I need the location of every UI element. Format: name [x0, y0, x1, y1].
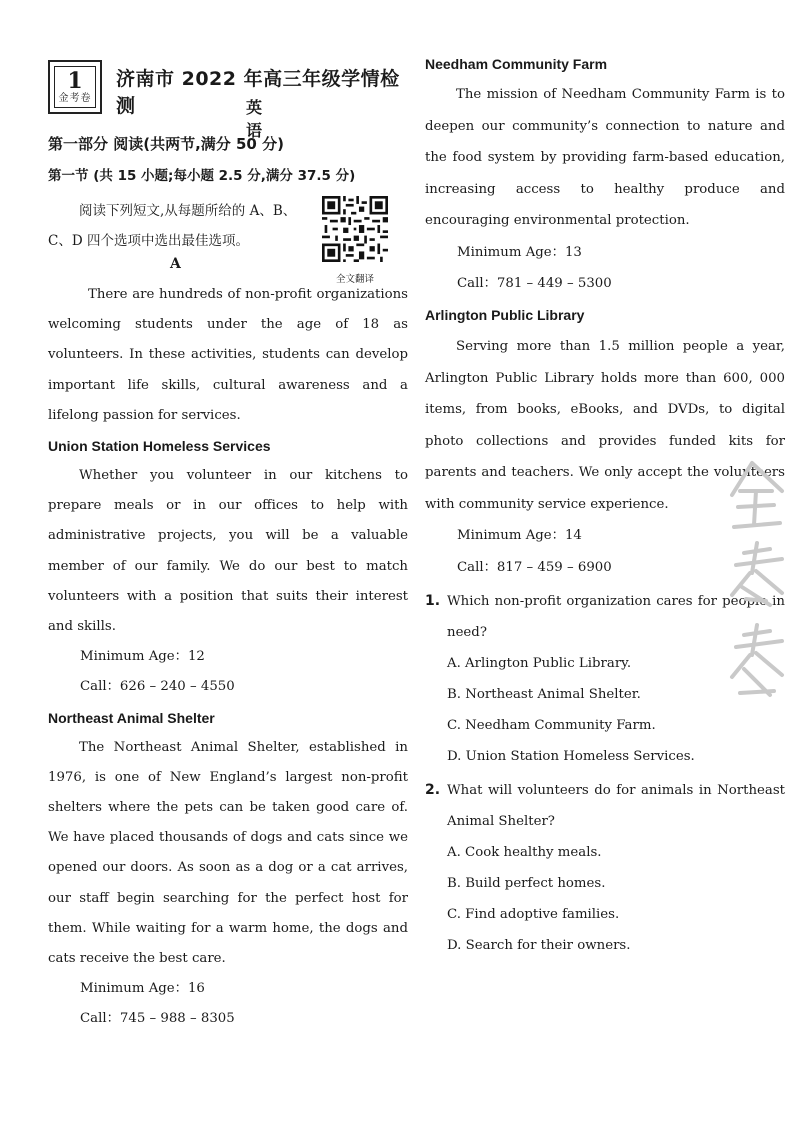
question — [425, 775, 785, 961]
part-heading: 第一部分 阅读(共两节,满分 50 分) — [48, 135, 284, 153]
org-name: Northeast Animal Shelter — [48, 709, 215, 726]
org-name: Arlington Public Library — [425, 306, 585, 323]
exam-title: 济南市 2022 年高三年级学情检测 — [116, 68, 400, 117]
answer-option[interactable]: C. Find adoptive families. — [447, 907, 620, 922]
question-text: Which non-profit organization cares for people in need? — [447, 594, 785, 640]
question-number: 1. — [425, 593, 441, 609]
answer-option[interactable]: C. Needham Community Farm. — [447, 718, 656, 733]
question-text: What will volunteers do for animals in Northeast Animal Shelter? — [447, 783, 785, 829]
org-body: The Northeast Animal Shelter, established in 1976, is one of New England’s largest non-profit shelters where the pets can be taken good care of. We have placed thousands of dogs and cats since we opened our doors. As soon as a dog or a cat arrives, our staff begin searching for the perfect host for them. While waiting for a warm home, the dogs and cats receive the best care. — [48, 739, 408, 967]
answer-option[interactable]: B. Build perfect homes. — [447, 876, 606, 891]
org-min-age: Minimum Age：12 — [80, 649, 205, 665]
intro-paragraph: There are hundreds of non-profit organizations welcoming students under the age of 18 as volunteers. In these activities, students can develop important life skills, cultural awareness and a lifelong passion for services. — [48, 287, 408, 423]
exam-subject: 英 语 — [245, 98, 270, 140]
instruction-text: 阅读下列短文,从每题所给的 A、B、C、D 四个选项中选出最佳选项。 — [48, 203, 297, 249]
org-section — [48, 431, 408, 703]
org-body: The mission of Needham Community Farm is to deepen our community’s connection to nature and the food system by providing farm-based education, increasing access to healthy produce and encouraging environmental protection. — [425, 87, 785, 228]
org-min-age: Minimum Age：16 — [80, 981, 205, 997]
answer-option[interactable]: B. Northeast Animal Shelter. — [447, 687, 641, 702]
org-name: Union Station Homeless Services — [48, 438, 271, 454]
question-number: 2. — [425, 782, 441, 798]
org-call: Call：745 – 988 – 8305 — [80, 1011, 235, 1027]
passage-letter: A — [170, 256, 181, 272]
left-column-orgs — [48, 431, 408, 1035]
org-call: Call：817 – 459 – 6900 — [457, 559, 612, 575]
org-section — [48, 703, 408, 1035]
qr-code-icon[interactable] — [322, 196, 388, 262]
exam-badge — [48, 60, 102, 114]
qr-caption: 全文翻译 — [335, 274, 374, 285]
section-heading: 第一节 (共 15 小题;每小题 2.5 分,满分 37.5 分) — [48, 168, 356, 184]
answer-option[interactable]: A. Cook healthy meals. — [447, 845, 602, 860]
org-body: Whether you volunteer in our kitchens to prepare meals or in our offices to help with administrative projects, you will be a valuable member of our family. We do our best to match volunteers with a position that suits their interest and skills. — [48, 468, 408, 635]
answer-option[interactable]: D. Union Station Homeless Services. — [447, 749, 695, 764]
watermark-logo — [722, 455, 790, 715]
org-min-age: Minimum Age：14 — [457, 528, 582, 543]
answer-option[interactable]: D. Search for their owners. — [447, 938, 631, 953]
org-call: Call：781 – 449 – 5300 — [457, 276, 612, 291]
org-name: Needham Community Farm — [425, 56, 608, 72]
answer-option[interactable]: A. Arlington Public Library. — [447, 656, 632, 671]
org-call: Call：626 – 240 – 4550 — [80, 679, 235, 695]
org-body: Serving more than 1.5 million people a year, Arlington Public Library holds more than 600, 000 items, from books, eBooks, and DVDs, to digital photo collections and provides funded kits for parents and teachers. We only accept the volunteers with community service experience. — [425, 339, 785, 512]
passage-intro — [48, 280, 408, 431]
instruction — [48, 196, 318, 256]
org-section — [425, 49, 785, 300]
badge-number: 1 — [67, 68, 83, 94]
badge-text: 金考卷 — [58, 93, 92, 104]
org-min-age: Minimum Age：13 — [457, 244, 582, 260]
